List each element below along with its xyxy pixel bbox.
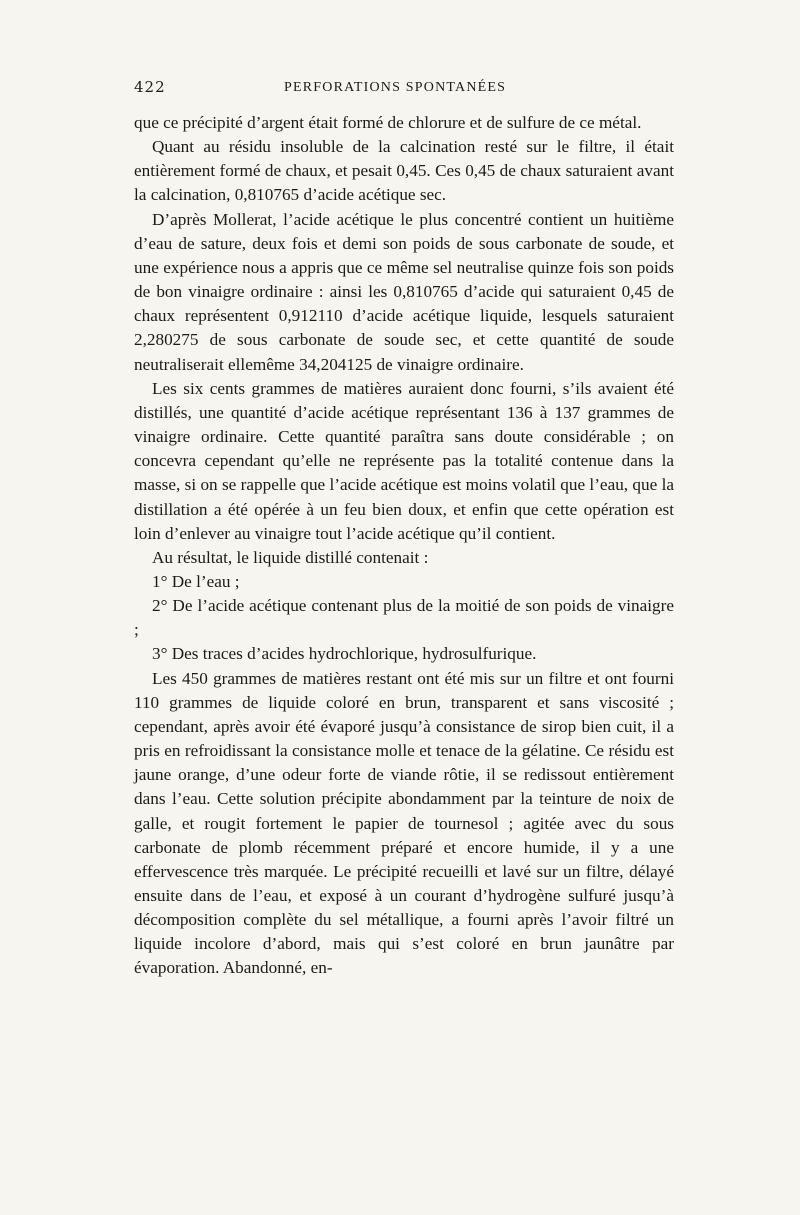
page-number: 422 xyxy=(134,78,166,96)
paragraph-continuation: que ce précipité d’argent était formé de chlorure et de sulfure de ce métal. xyxy=(134,113,642,132)
list-item-water: 1° De l’eau ; xyxy=(152,571,240,591)
body-text xyxy=(134,111,674,981)
paragraph-450-grammes: Les 450 grammes de matières restant ont été mis sur un filtre et ont fourni 110 grammes de liquide coloré en brun, transparent et sans viscosité ; cependant, après avoir été évaporé jusqu’à consistance de sirop bien cuit, il a pris en refroidissant la consistance molle et tenace de la gélatine. Ce résidu est jaune orange, d’une odeur forte de viande rôtie, il se redissout entièrement dans l’eau. Cette solution précipite abondamment par la teinture de noix de galle, et rougit fortement le papier de tournesol ; agitée avec du sous carbonate de plomb récemment préparé et encore humide, il y a une effervescence très marquée. Le précipité recueilli et lavé sur un filtre, délayé ensuite dans de l’eau, et exposé à un courant d’hydrogène sulfuré jusqu’à décomposition complète du sel métallique, a fourni après l’avoir filtré un liquide incolore d’abord, mais qui s’est coloré en brun jaunâtre par évaporation. Abandonné, en- xyxy=(134,668,674,978)
running-title: PERFORATIONS SPONTANÉES xyxy=(284,80,507,95)
paragraph-six-cents: Les six cents grammes de matières auraient donc fourni, s’ils avaient été distillés, une quantité d’acide acétique représentant 136 à 137 grammes de vinaigre ordinaire. Cette quantité paraîtra sans doute considérable ; on concevra cependant qu’elle ne représente pas la totalité contenue dans la masse, si on se rappelle que l’acide acétique est moins volatil que l’eau, que la distillation a été opérée à un feu bien doux, et enfin que cette opération est loin d’enlever au vinaigre tout l’acide acétique qu’il contient. xyxy=(134,378,674,543)
paragraph-residue: Quant au résidu insoluble de la calcination resté sur le filtre, il était entièrement formé de chaux, et pesait 0,45. Ces 0,45 de chaux saturaient avant la calcination, 0,810765 d’acide acétique sec. xyxy=(134,137,674,205)
paragraph-mollerat: D’après Mollerat, l’acide acétique le plus concentré contient un huitième d’eau de sature, deux fois et demi son poids de sous carbonate de soude, et une expérience nous a appris que ce même sel neutralise quinze fois son poids de bon vinaigre ordinaire : ainsi les 0,810765 d’acide qui saturaient 0,45 de chaux représentent 0,912110 d’acide acétique liquide, lesquels saturaient 2,280275 de sous carbonate de soude sec, et cette quantité de soude neutraliserait ellemême 34,204125 de vinaigre ordinaire. xyxy=(134,209,674,374)
list-item-acetic-acid: 2° De l’acide acétique contenant plus de la moitié de son poids de vinaigre ; xyxy=(134,596,674,640)
list-item-traces: 3° Des traces d’acides hydrochlorique, hydrosulfurique. xyxy=(152,644,537,664)
page-header xyxy=(134,78,674,108)
paragraph-result-intro: Au résultat, le liquide distillé contenait : xyxy=(152,547,429,567)
